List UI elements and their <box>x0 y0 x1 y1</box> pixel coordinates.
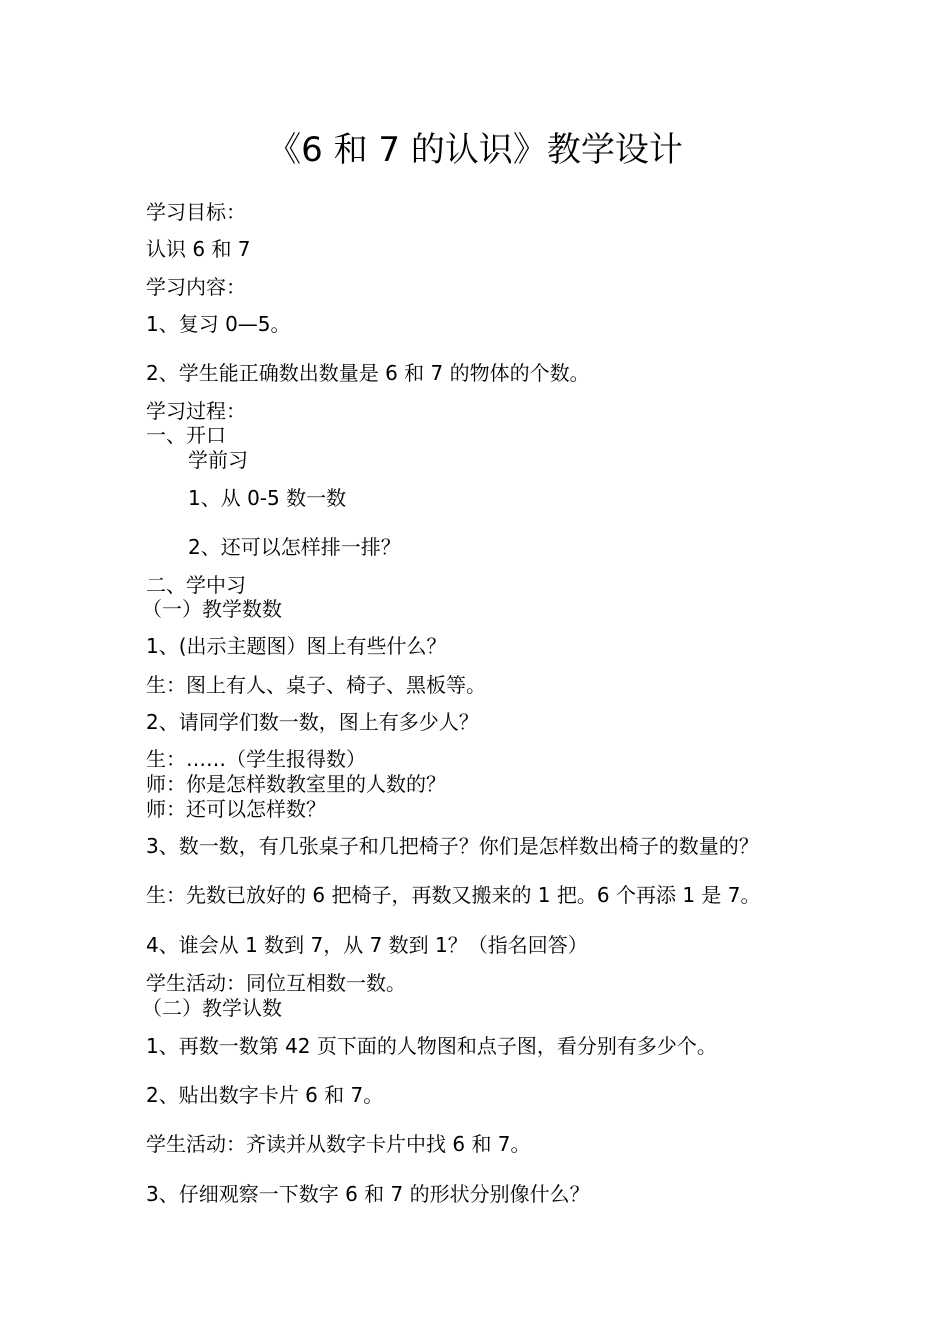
process-part-2-heading: 二、学中习 <box>146 573 246 597</box>
student-activity-2: 学生活动：齐读并从数字卡片中找 6 和 7。 <box>146 1132 531 1156</box>
pre-study-heading: 学前习 <box>188 448 248 472</box>
section-heading-objectives: 学习目标： <box>146 200 246 224</box>
document-title: 《6 和 7 的认识》教学设计 <box>267 130 683 170</box>
student-answer-3: 生：先数已放好的 6 把椅子，再数又搬来的 1 把。6 个再添 1 是 7。 <box>146 883 761 907</box>
recognizing-step-3: 3、仔细观察一下数字 6 和 7 的形状分别像什么？ <box>146 1182 590 1206</box>
objective-text: 认识 6 和 7 <box>146 237 251 261</box>
content-item-1: 1、复习 0—5。 <box>146 312 291 336</box>
recognizing-step-2: 2、贴出数字卡片 6 和 7。 <box>146 1083 384 1107</box>
section-heading-process: 学习过程： <box>146 399 246 423</box>
counting-step-3: 3、数一数，有几张桌子和几把椅子？你们是怎样数出椅子的数量的？ <box>146 834 759 858</box>
counting-step-4: 4、谁会从 1 数到 7，从 7 数到 1？（指名回答） <box>146 933 588 957</box>
process-part-1-heading: 一、开口 <box>146 423 226 447</box>
section-heading-content: 学习内容： <box>146 275 246 299</box>
student-activity-1: 学生活动：同位互相数一数。 <box>146 971 406 995</box>
student-answer-2: 生：……（学生报得数） <box>146 747 366 771</box>
recognizing-step-1: 1、再数一数第 42 页下面的人物图和点子图，看分别有多少个。 <box>146 1034 717 1058</box>
counting-step-2: 2、请同学们数一数，图上有多少人？ <box>146 710 479 734</box>
teacher-question-2: 师：还可以怎样数？ <box>146 797 326 821</box>
pre-study-item-2: 2、还可以怎样排一排？ <box>188 535 401 559</box>
subsection-heading-counting: （一）教学数数 <box>142 597 282 621</box>
subsection-heading-recognizing: （二）教学认数 <box>142 996 282 1020</box>
content-item-2: 2、学生能正确数出数量是 6 和 7 的物体的个数。 <box>146 361 590 385</box>
counting-step-1: 1、(出示主题图）图上有些什么？ <box>146 634 447 658</box>
student-answer-1: 生：图上有人、桌子、椅子、黑板等。 <box>146 673 486 697</box>
pre-study-item-1: 1、从 0-5 数一数 <box>188 486 347 510</box>
teacher-question-1: 师：你是怎样数教室里的人数的？ <box>146 772 446 796</box>
